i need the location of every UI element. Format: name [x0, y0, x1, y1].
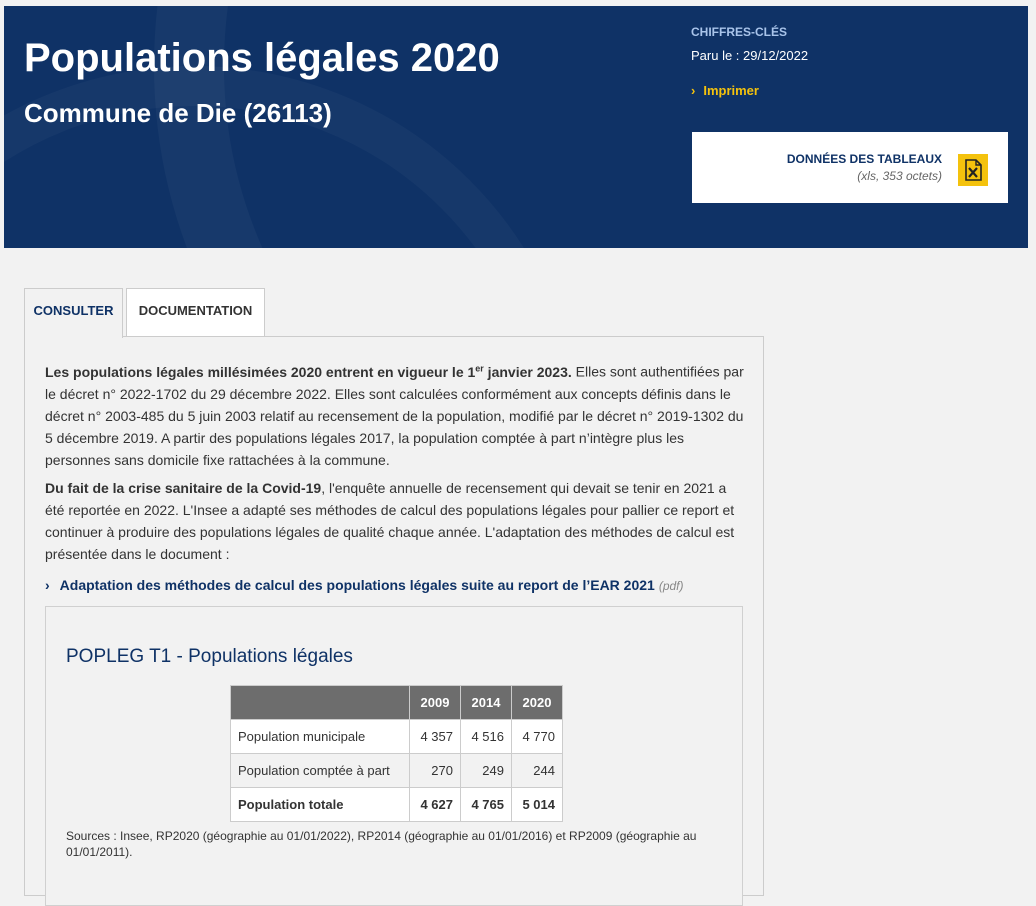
table-cell: 270 — [410, 754, 461, 788]
file-format-label: (pdf) — [658, 579, 684, 593]
chevron-right-icon: › — [691, 83, 696, 98]
table-cell: 249 — [461, 754, 512, 788]
table-cell: 4 516 — [461, 720, 512, 754]
row-label: Population comptée à part — [231, 754, 410, 788]
xls-file-icon — [958, 154, 988, 186]
table-title: POPLEG T1 - Populations légales — [66, 646, 353, 667]
table-cell: 4 770 — [512, 720, 563, 754]
intro-bold: Les populations légales millésimées 2020 entrent en vigueur le 1er janvier 2023. — [45, 363, 572, 380]
covid-text: , l'enquête annuelle de recensement qui devait se tenir en 2021 a été reportée en 2022. L'Insee a adapté ses méthodes de calcul des populations légales pour pallier ce report et continuer à produire des populations légales de qualité chaque année. L'adaptation des méthodes de calcul est présentée dans le document : — [45, 480, 735, 562]
print-link[interactable] — [691, 83, 759, 98]
covid-bold: Du fait de la crise sanitaire de la Covid-19 — [45, 480, 322, 496]
download-file-meta: (xls, 353 octets) — [857, 169, 942, 183]
superscript: er — [475, 363, 484, 373]
table-row — [231, 720, 563, 754]
row-label: Population totale — [231, 788, 410, 822]
table-header-row — [231, 686, 563, 720]
column-header: 2020 — [512, 686, 563, 720]
covid-paragraph — [45, 477, 745, 565]
tab-documentation[interactable]: DOCUMENTATION — [126, 288, 265, 336]
page-subtitle: Commune de Die (26113) — [24, 98, 332, 128]
table-cell: 5 014 — [512, 788, 563, 822]
table-cell: 4 765 — [461, 788, 512, 822]
table-cell: 4 627 — [410, 788, 461, 822]
page-title: Populations légales 2020 — [24, 36, 500, 80]
header-banner — [4, 6, 1028, 248]
intro-paragraph — [45, 357, 745, 471]
adaptation-link-label: Adaptation des méthodes de calcul des populations légales suite au report de l’EAR 2021 — [59, 577, 655, 593]
row-label: Population municipale — [231, 720, 410, 754]
category-label: CHIFFRES-CLÉS — [691, 25, 787, 39]
adaptation-document-link[interactable] — [45, 577, 684, 593]
consulter-panel — [24, 336, 764, 896]
publication-date: Paru le : 29/12/2022 — [691, 48, 809, 63]
column-header: 2014 — [461, 686, 512, 720]
table-section — [45, 606, 743, 906]
table-cell: 4 357 — [410, 720, 461, 754]
download-label: DONNÉES DES TABLEAUX — [786, 152, 942, 166]
table-sources: Sources : Insee, RP2020 (géographie au 01/01/2022), RP2014 (géographie au 01/01/2016) et RP2009 (géographie au 01/01/2011). — [66, 829, 697, 859]
chevron-right-icon: › — [45, 577, 50, 593]
column-header — [231, 686, 410, 720]
table-cell: 244 — [512, 754, 563, 788]
column-header: 2009 — [410, 686, 461, 720]
tab-consulter[interactable]: CONSULTER — [24, 288, 123, 338]
print-label: Imprimer — [703, 83, 759, 98]
table-row — [231, 754, 563, 788]
intro-text: Elles sont authentifiées par le décret n° 2022-1702 du 29 décembre 2022. Elles sont calculées conformément aux concepts définis dans le décret n° 2003-485 du 5 juin 2003 relatif au recensement de la population, modifié par le décret n° 2019-1302 du 5 décembre 2019. A partir des populations légales 2017, la population comptée à part n’intègre plus les personnes sans domicile fixe rattachées à la commune. — [45, 363, 744, 468]
table-total-row — [231, 788, 563, 822]
population-table — [230, 685, 563, 822]
download-data-button[interactable] — [692, 132, 1008, 203]
